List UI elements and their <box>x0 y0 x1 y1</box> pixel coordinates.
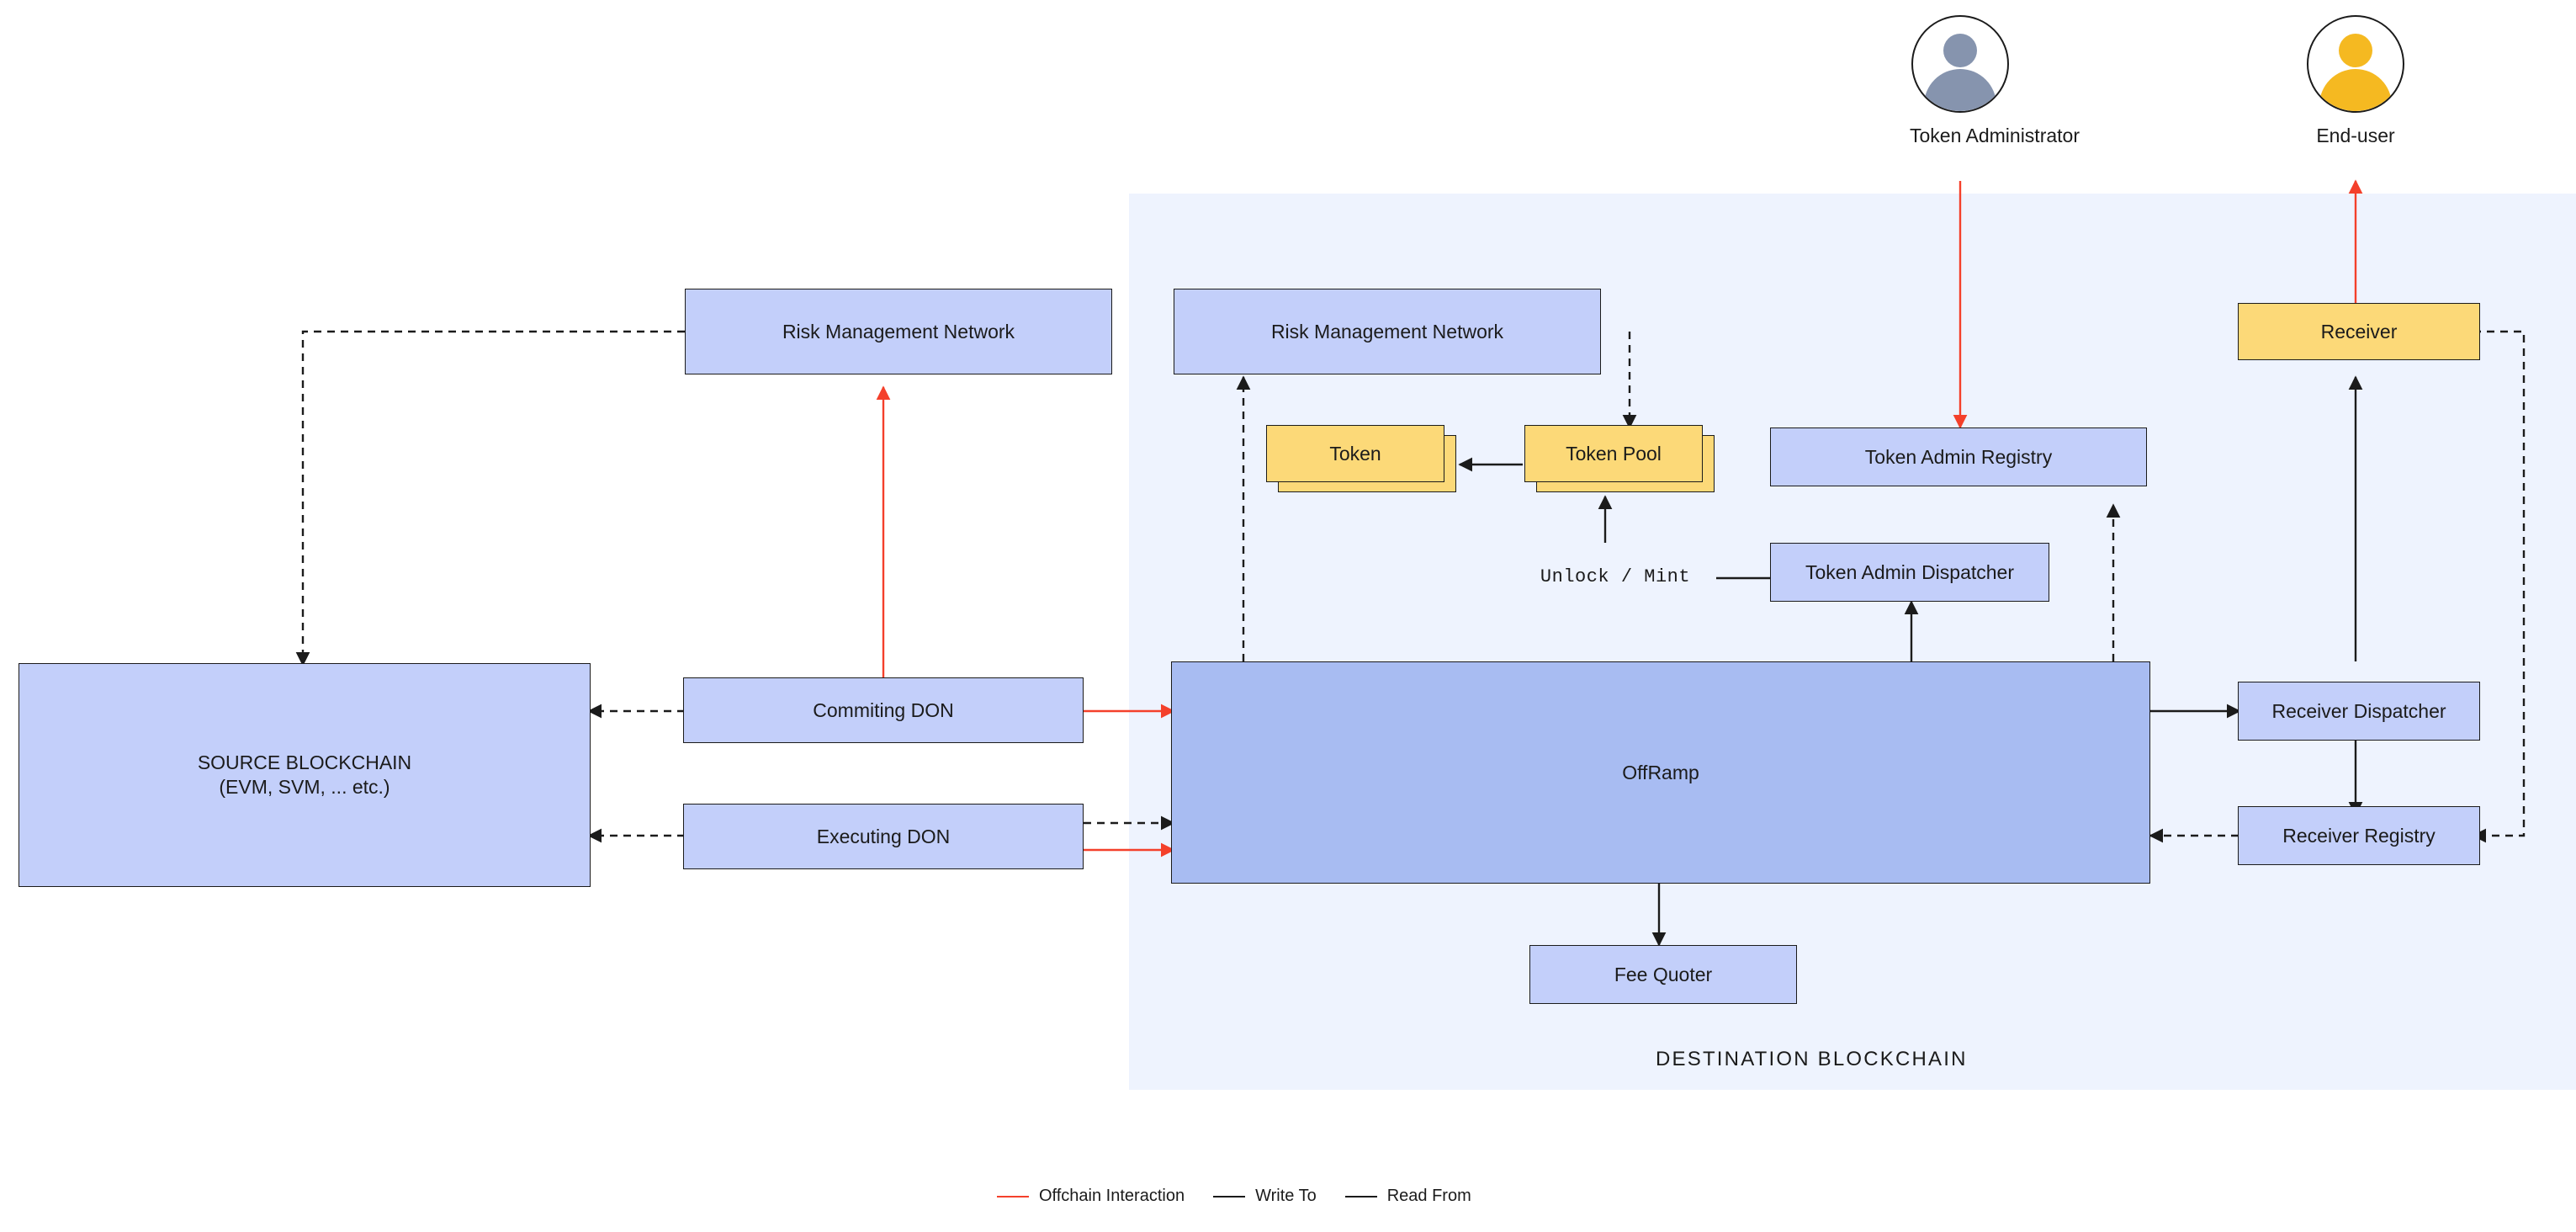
actor-label-token-administrator: Token Administrator <box>1910 125 2080 146</box>
avatar-head-icon <box>1943 34 1977 67</box>
node-token-admin-dispatcher[interactable] <box>1770 543 2049 602</box>
legend-label: Write To <box>1255 1187 1317 1205</box>
legend-line-icon-offchain <box>997 1196 1029 1197</box>
node-receiver[interactable] <box>2238 303 2480 360</box>
edge-label-unlock-mint: Unlock / Mint <box>1540 566 1691 587</box>
node-label: Fee Quoter <box>1614 963 1713 985</box>
node-token[interactable] <box>1266 425 1444 482</box>
node-fee-quoter[interactable] <box>1529 945 1797 1004</box>
actor-token-administrator <box>1910 15 2080 147</box>
node-source-blockchain-line2: (EVM, SVM, ... etc.) <box>219 776 390 798</box>
node-risk-management-network-destination[interactable] <box>1174 289 1601 374</box>
node-receiver-dispatcher[interactable] <box>2238 682 2480 741</box>
node-source-blockchain[interactable] <box>19 663 591 887</box>
node-label: Token Admin Dispatcher <box>1805 560 2014 583</box>
node-label: Token Admin Registry <box>1864 445 2053 468</box>
node-risk-management-network-source[interactable] <box>685 289 1112 374</box>
legend-offchain-interaction <box>997 1187 1185 1206</box>
node-source-blockchain-line1: SOURCE BLOCKCHAIN <box>197 751 412 774</box>
node-label: Token Pool <box>1566 442 1662 465</box>
node-token-pool-front[interactable] <box>1524 425 1703 482</box>
node-label: Risk Management Network <box>782 320 1015 343</box>
node-token-pool[interactable] <box>1524 425 1703 482</box>
node-commiting-don[interactable] <box>683 677 1084 743</box>
avatar-body-icon <box>2319 69 2392 113</box>
legend-line-icon-read <box>1345 1196 1377 1197</box>
node-label: Receiver <box>2320 320 2398 343</box>
destination-blockchain-title: DESTINATION BLOCKCHAIN <box>1656 1048 1968 1070</box>
node-label: Risk Management Network <box>1270 320 1504 343</box>
actor-end-user <box>2305 15 2406 147</box>
legend-line-icon-write <box>1213 1196 1245 1197</box>
node-offramp[interactable] <box>1171 661 2150 884</box>
node-label: Commiting DON <box>813 698 954 721</box>
node-label: Executing DON <box>816 825 951 847</box>
avatar-token-administrator <box>1911 15 2009 113</box>
legend-label: Read From <box>1386 1187 1471 1205</box>
node-label: OffRamp <box>1622 761 1699 783</box>
node-token-admin-registry[interactable] <box>1770 427 2147 486</box>
node-token-front[interactable] <box>1266 425 1444 482</box>
legend <box>997 1187 1471 1206</box>
legend-read-from <box>1345 1187 1471 1206</box>
node-executing-don[interactable] <box>683 804 1084 869</box>
avatar-body-icon <box>1924 69 1996 113</box>
legend-write-to <box>1213 1187 1317 1206</box>
actor-label-end-user: End-user <box>2316 125 2395 146</box>
node-label: Token <box>1329 442 1381 465</box>
node-receiver-registry[interactable] <box>2238 806 2480 865</box>
node-label: Receiver Registry <box>2282 824 2436 847</box>
node-label: Receiver Dispatcher <box>2271 699 2446 722</box>
legend-label: Offchain Interaction <box>1039 1187 1185 1205</box>
avatar-head-icon <box>2339 34 2372 67</box>
avatar-end-user <box>2307 15 2404 113</box>
